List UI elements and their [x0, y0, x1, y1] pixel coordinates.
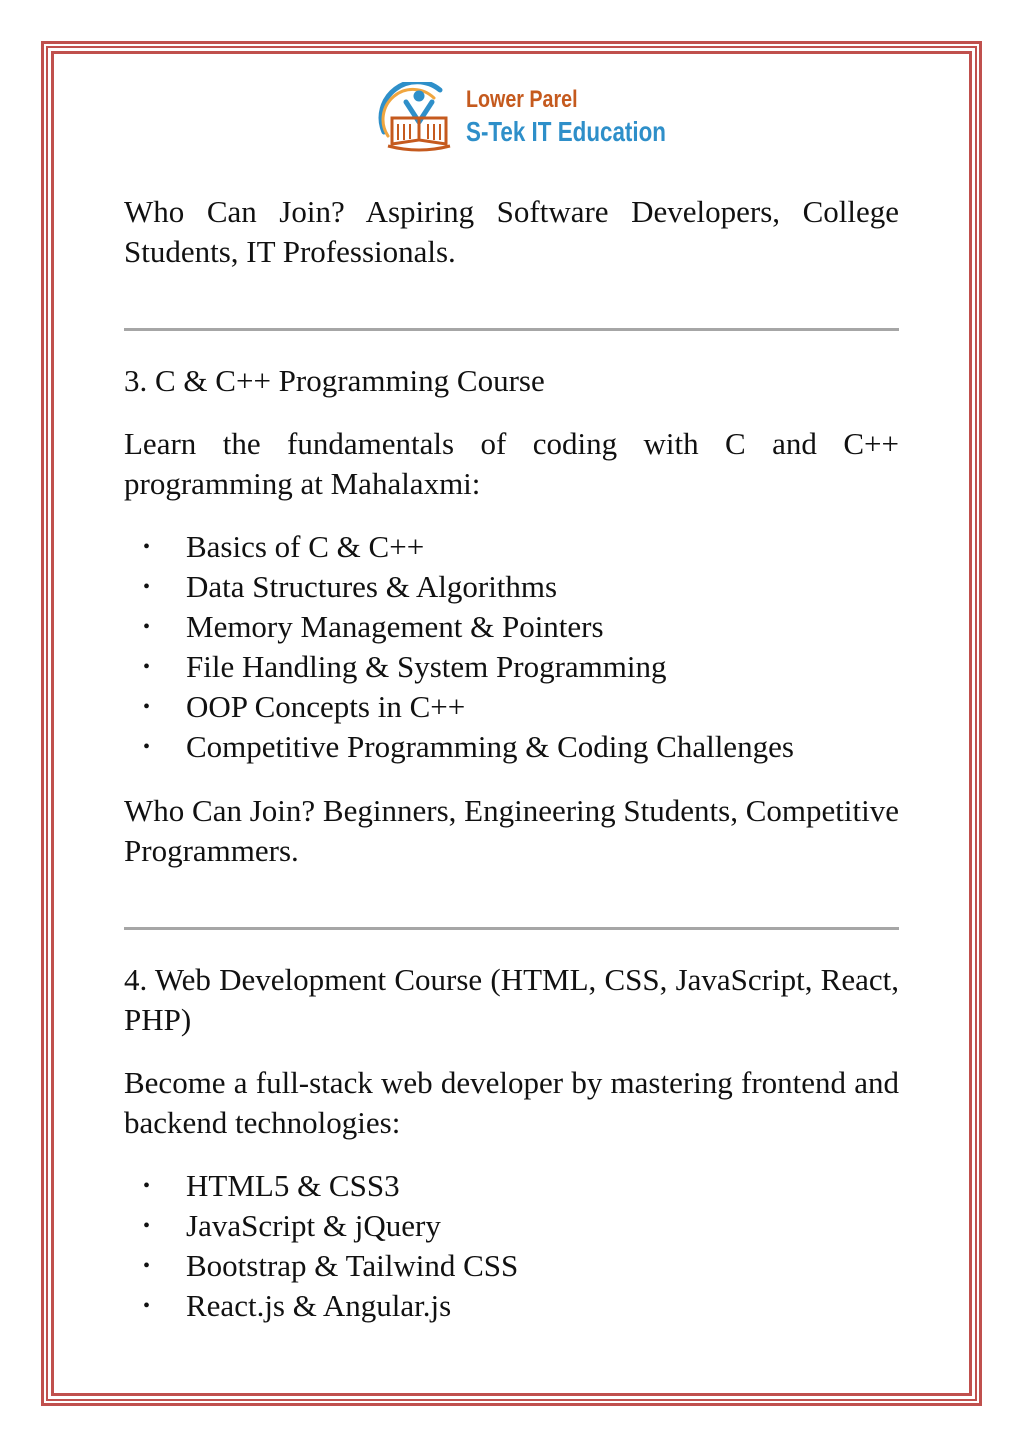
bullet: •	[143, 1255, 151, 1277]
bullet: •	[143, 1175, 151, 1197]
bullet: •	[143, 1295, 151, 1317]
section3-who-can-join: Who Can Join? Beginners, Engineering Students, Competitive Programmers.	[124, 793, 899, 868]
list-item: • Memory Management & Pointers	[124, 607, 899, 647]
section4-list	[124, 1166, 899, 1326]
list-item: • Data Structures & Algorithms	[124, 567, 899, 607]
logo	[376, 82, 666, 154]
section3-intro: Learn the fundamentals of coding with C and C++ programming at Mahalaxmi:	[124, 426, 899, 501]
list-item: • React.js & Angular.js	[124, 1286, 899, 1326]
section4-heading: 4. Web Development Course (HTML, CSS, JavaScript, React, PHP)	[124, 962, 899, 1037]
bullet: •	[143, 576, 151, 598]
open-book-with-person-icon	[376, 82, 462, 154]
document-body	[124, 192, 899, 1326]
section2-who-can-join: Who Can Join? Aspiring Software Developers, College Students, IT Professionals.	[124, 194, 899, 269]
bullet: •	[143, 536, 151, 558]
section4-intro: Become a full-stack web developer by mastering frontend and backend technologies:	[124, 1065, 899, 1140]
bullet: •	[143, 616, 151, 638]
bullet: •	[143, 656, 151, 678]
logo-text-line2: S-Tek IT Education	[466, 116, 666, 147]
section3-heading: 3. C & C++ Programming Course	[124, 363, 545, 398]
list-item: • JavaScript & jQuery	[124, 1206, 899, 1246]
bullet: •	[143, 696, 151, 718]
section-divider	[124, 927, 899, 930]
bullet: •	[143, 736, 151, 758]
list-item: • Bootstrap & Tailwind CSS	[124, 1246, 899, 1286]
list-item: • HTML5 & CSS3	[124, 1166, 899, 1206]
bullet: •	[143, 1215, 151, 1237]
list-item: • Basics of C & C++	[124, 527, 899, 567]
list-item: • File Handling & System Programming	[124, 647, 899, 687]
section-divider	[124, 328, 899, 331]
section3-list	[124, 527, 899, 767]
list-item: • OOP Concepts in C++	[124, 687, 899, 727]
list-item: • Competitive Programming & Coding Challenges	[124, 727, 899, 767]
logo-text-line1: Lower Parel	[466, 86, 578, 113]
